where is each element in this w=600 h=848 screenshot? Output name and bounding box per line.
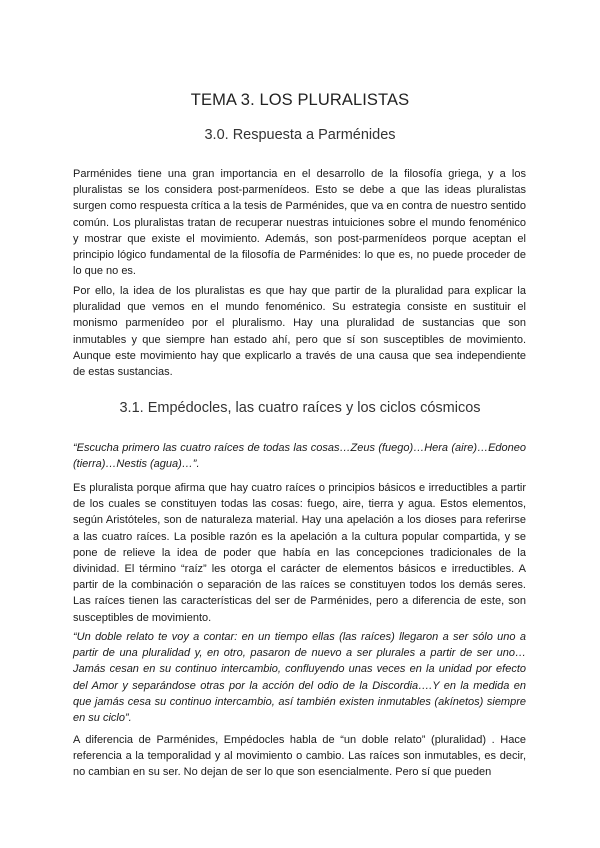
quote-double-account: “Un doble relato te voy a contar: en un tiempo ellas (las raíces) llegaron a ser sólo uno a partir de una pluralidad y, en otro, pasaron de nuevo a ser plurales a partir de ser uno…Jamás cesan en su continuo intercambio, confluyendo unas veces en la unidad por efecto del Amor y separándose otras por la acción del odio de la Discordia….Y en la medida en que jamás cesa su continuo intercambio, así también existen inmutables (akínetos) siempre en su ciclo”. xyxy=(73,631,526,725)
quote-four-roots: “Escucha primero las cuatro raíces de todas las cosas…Zeus (fuego)…Hera (aire)…Edoneo (tierra)…Nestis (agua)…”. xyxy=(73,442,526,471)
paragraph-four-roots: Es pluralista porque afirma que hay cuatro raíces o principios básicos e irreductibles a partir de los cuales se constituyen todas las cosas: fuego, aire, tierra y agua. Estos elementos, según Aristóteles, son de naturaleza material. Hay una apelación a los dioses para referirse a las cuatro raíces. La posible razón es la apelación a la cultura popular compartida, y se pone de relieve la idea de poder que había en las concepciones tradicionales de la divinidad. El término “raíz” les otorga el carácter de elementos básicos e irreductibles. A partir de la combinación o separación de las raíces se constituyen todos los demás seres. Las raíces tienen las características del ser de Parménides, pero a diferencia de este, son susceptibles de movimiento. xyxy=(73,482,526,624)
document-title: TEMA 3. LOS PLURALISTAS xyxy=(190,91,410,109)
section-heading-empedocles: 3.1. Empédocles, las cuatro raíces y los ciclos cósmicos xyxy=(119,400,481,416)
section-heading-respuesta: 3.0. Respuesta a Parménides xyxy=(204,127,396,143)
paragraph-parmenides-importance: Parménides tiene una gran importancia en el desarrollo de la filosofía griega, y a los pluralistas se los considera post-parmenídeos. Esto se debe a que las ideas pluralistas surgen como respuesta crítica a la tesis de Parménides, que va en contra de nuestro sentido común. Los pluralistas tratan de recuperar nuestras intuiciones sobre el mundo fenoménico y mostrar que existe el movimiento. Además, son post-parmenídeos porque aceptan el principio lógico fundamental de la filosofía de Parménides: lo que es, no puede proceder de lo que no es. xyxy=(73,168,526,278)
paragraph-double-account: A diferencia de Parménides, Empédocles habla de “un doble relato” (pluralidad) . Hace referencia a la temporalidad y al movimiento o cambio. Las raíces son inmutables, es decir, no cambian en su ser. No dejan de ser lo que son esencialmente. Pero sí que pueden xyxy=(73,734,526,779)
paragraph-pluralist-strategy: Por ello, la idea de los pluralistas es que hay que partir de la pluralidad para explicar la pluralidad que vemos en el mundo fenoménico. Su estrategia consiste en sustituir el monismo parmenídeo por el pluralismo. Hay una pluralidad de sustancias que son inmutables y que siempre han estado ahí, pero que sí son susceptibles de movimiento. Aunque este movimiento hay que explicarlo a través de una causa que sea independiente de estas sustancias. xyxy=(73,285,526,379)
